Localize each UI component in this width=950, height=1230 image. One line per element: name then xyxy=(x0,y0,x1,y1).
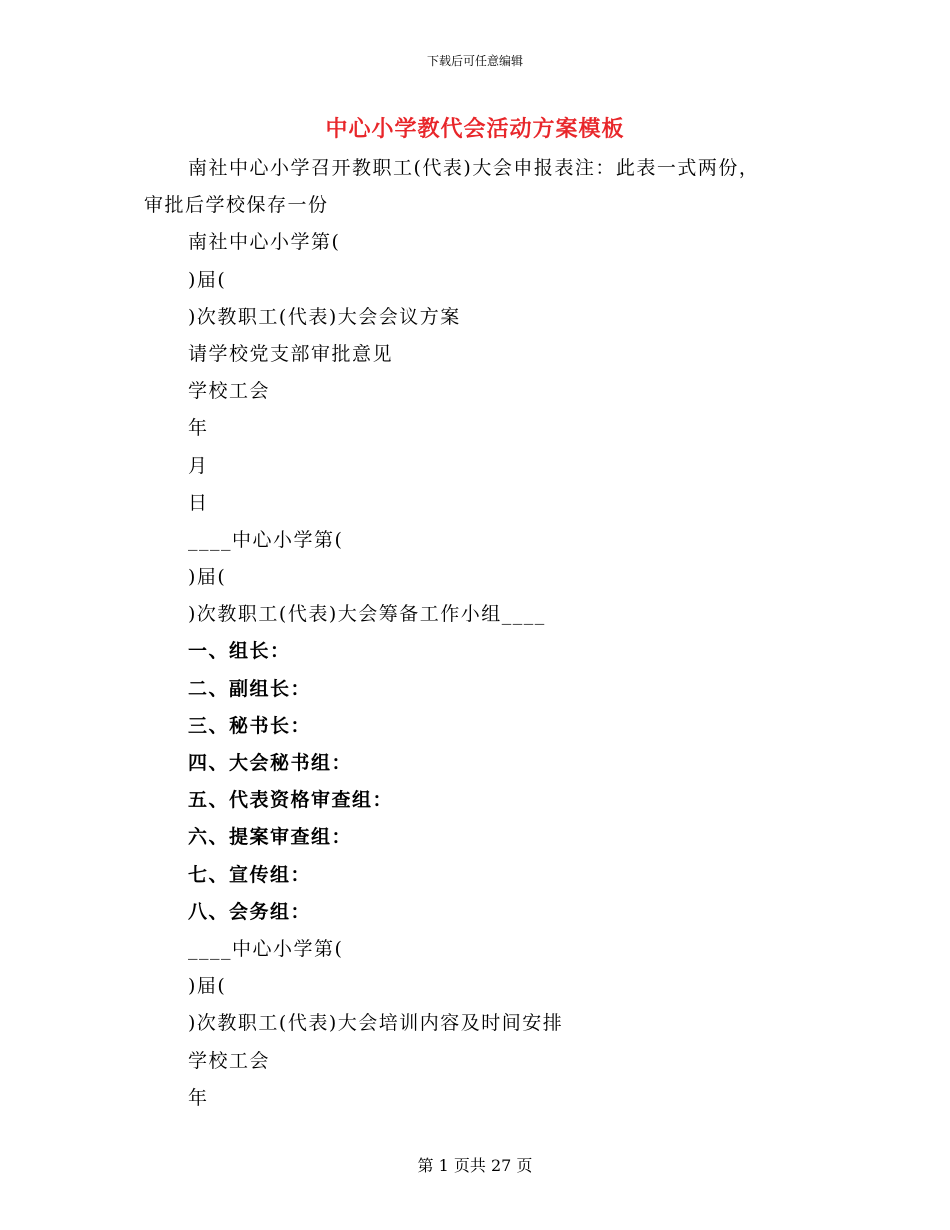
body-line: 五、代表资格审查组： xyxy=(188,789,394,812)
body-line: 四、大会秘书组： xyxy=(188,752,353,774)
body-line: 学校工会 xyxy=(188,1049,271,1072)
body-line: )次教职工(代表)大会培训内容及时间安排 xyxy=(188,1012,564,1035)
body-line: 七、宣传组： xyxy=(188,863,312,886)
body-line: ____中心小学第( xyxy=(188,937,344,960)
body-line: 二、副组长： xyxy=(188,677,312,700)
body-line: 六、提案审查组： xyxy=(188,826,353,849)
body-line: 一、组长： xyxy=(188,640,291,663)
body-line: 日 xyxy=(188,491,209,514)
body-line: 审批后学校保存一份 xyxy=(144,194,329,217)
page-footer: 第 1 页共 27 页 xyxy=(417,1156,533,1175)
body-line: 南社中心小学召开教职工(代表)大会申报表注：此表一式两份， xyxy=(188,157,760,179)
body-line: )届( xyxy=(188,975,227,998)
body-line: )届( xyxy=(188,268,227,291)
body-line: )次教职工(代表)大会筹备工作小组____ xyxy=(188,603,546,626)
body-line: 年 xyxy=(188,417,209,440)
body-line: 八、会务组： xyxy=(188,900,312,923)
page-header: 下载后可任意编辑 xyxy=(426,54,523,68)
body-line: )次教职工(代表)大会会议方案 xyxy=(188,305,461,328)
body-line: ____中心小学第( xyxy=(188,528,344,551)
body-line: )届( xyxy=(188,566,227,589)
body-line: 请学校党支部审批意见 xyxy=(188,342,394,365)
document-body xyxy=(144,150,814,1117)
body-line: 三、秘书长： xyxy=(188,714,312,737)
document-title: 中心小学教代会活动方案模板 xyxy=(325,116,625,142)
body-line: 学校工会 xyxy=(188,380,271,403)
body-line: 月 xyxy=(188,454,209,477)
body-line: 南社中心小学第( xyxy=(188,231,341,254)
body-line: 年 xyxy=(188,1086,209,1109)
